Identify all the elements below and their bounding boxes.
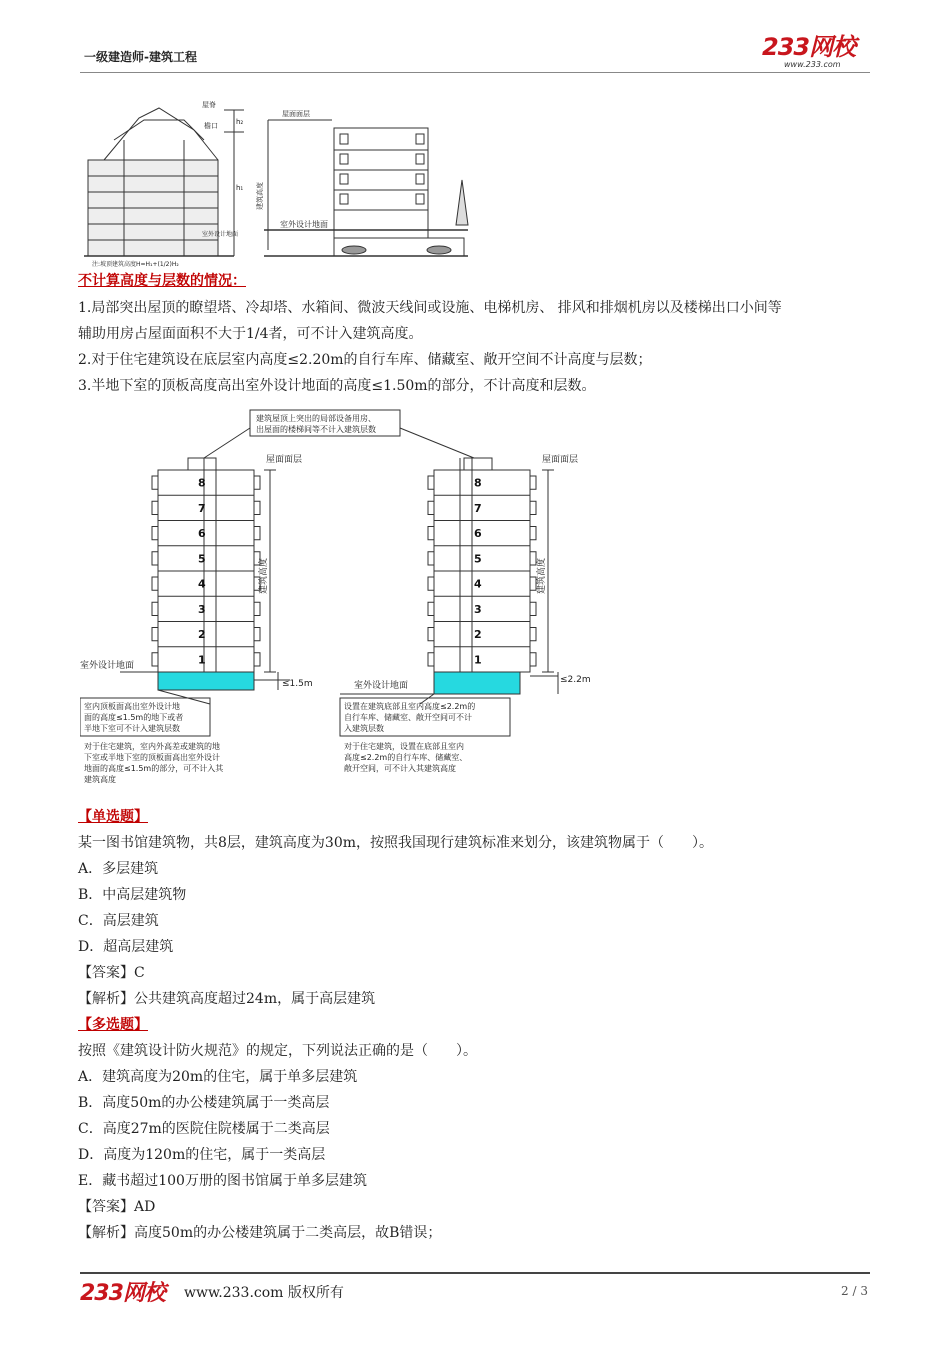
balcony <box>254 476 260 489</box>
note-line: 建筑高度 <box>84 775 116 784</box>
footer-logo[interactable]: 233网校 <box>80 1281 165 1306</box>
floor-number: 3 <box>198 602 206 616</box>
floor-number: 6 <box>198 527 206 541</box>
floor-number: 4 <box>198 577 206 591</box>
label-left-note: 注:坡顶建筑高度H=H₁+(1/2)H₂ <box>92 261 179 268</box>
right-roof-label: 屋面面层 <box>542 455 579 465</box>
q1-option-b: B．中高层建筑物 <box>78 887 187 903</box>
floor-number: 5 <box>198 552 206 566</box>
balcony <box>428 476 434 489</box>
balcony <box>530 501 536 514</box>
logo-text: 233网校 <box>762 33 856 61</box>
header-divider <box>80 72 870 73</box>
note-line: 室内顶板面高出室外设计地 <box>84 702 180 711</box>
balcony <box>254 527 260 540</box>
floor-number: 7 <box>198 501 206 515</box>
right-building <box>340 458 558 704</box>
left-note <box>84 701 183 733</box>
note-line: 入建筑层数 <box>344 724 384 733</box>
balcony <box>254 602 260 615</box>
label-h2: h₂ <box>236 118 244 126</box>
right-ground-label: 室外设计地面 <box>354 681 409 691</box>
q1-answer: 【答案】C <box>78 965 145 981</box>
floor-number: 1 <box>474 653 482 667</box>
floor-number: 8 <box>474 476 482 490</box>
balcony <box>254 653 260 666</box>
left-roof-label: 屋面面层 <box>266 455 303 465</box>
q2-option-d: D．高度为120m的住宅，属于一类高层 <box>78 1147 326 1163</box>
section1-para1b: 辅助用房占屋面面积不大于1/4者，可不计入建筑高度。 <box>78 326 423 342</box>
note-line: 半地下室可不计入建筑层数 <box>84 724 180 733</box>
q1-option-c: C．高层建筑 <box>78 913 159 929</box>
balcony <box>152 602 158 615</box>
balcony <box>428 577 434 590</box>
balcony <box>152 476 158 489</box>
balcony <box>530 653 536 666</box>
note-line: 敞开空间，可不计入其建筑高度 <box>344 764 456 773</box>
q2-option-e: E．藏书超过100万册的图书馆属于单多层建筑 <box>78 1173 367 1189</box>
section1-para2: 2.对于住宅建筑设在底层室内高度≤2.20m的自行车库、储藏室、敞开空间不计高度与层数； <box>78 352 652 368</box>
q1-option-a: A．多层建筑 <box>78 861 159 877</box>
balcony <box>152 501 158 514</box>
note-line: 高度≤2.2m的自行车库、储藏室、 <box>344 753 468 762</box>
header-title: 一级建造师-建筑工程 <box>84 50 197 64</box>
balcony <box>530 527 536 540</box>
balcony <box>428 552 434 565</box>
brand-logo[interactable] <box>762 34 874 74</box>
balcony <box>530 602 536 615</box>
note-line: 地面的高度≤1.5m的部分，可不计入其 <box>84 764 224 773</box>
floor-number: 8 <box>198 476 206 490</box>
left-ground-label: 室外设计地面 <box>80 661 135 671</box>
q2-analysis: 【解析】高度50m的办公楼建筑属于二类高层，故B错误； <box>78 1225 442 1241</box>
section1-para1a: 1.局部突出屋顶的瞭望塔、冷却塔、水箱间、微波天线间或设施、电梯机房、 排风和排烟机房以及楼梯出口小间等 <box>78 300 782 316</box>
building-height-figure <box>84 100 474 268</box>
q1-analysis: 【解析】公共建筑高度超过24m，属于高层建筑 <box>78 991 376 1007</box>
page-number: 2 / 3 <box>841 1284 868 1298</box>
balcony <box>530 628 536 641</box>
note-line: 面的高度≤1.5m的地下或者 <box>84 713 184 722</box>
balcony <box>428 527 434 540</box>
label-roof-level: 屋面面层 <box>282 110 310 118</box>
balcony <box>152 527 158 540</box>
q2-option-a: A．建筑高度为20m的住宅，属于单多层建筑 <box>78 1069 358 1085</box>
floor-number: 3 <box>474 602 482 616</box>
label-eave: 檐口 <box>204 122 218 130</box>
q2-option-b: B．高度50m的办公楼建筑属于一类高层 <box>78 1095 330 1111</box>
label-right-ground: 室外设计地面 <box>280 220 328 229</box>
flat-roof-building <box>264 120 468 256</box>
note-line: 对于住宅建筑，室内外高差或建筑的地 <box>84 742 220 751</box>
note-line: 设置在建筑底部且室内高度≤2.2m的 <box>344 702 476 711</box>
q2-answer: 【答案】AD <box>78 1199 156 1215</box>
balcony <box>428 501 434 514</box>
balcony <box>152 552 158 565</box>
balcony <box>530 476 536 489</box>
balcony <box>428 602 434 615</box>
balcony <box>152 628 158 641</box>
balcony <box>530 552 536 565</box>
label-building-height: 建筑高度 <box>256 182 264 210</box>
q2-stem: 按照《建筑设计防火规范》的规定，下列说法正确的是（ ）。 <box>78 1043 477 1059</box>
right-note-2 <box>344 741 467 774</box>
storey-count-figure <box>80 404 600 804</box>
floor-number: 5 <box>474 552 482 566</box>
floor-number: 2 <box>474 628 482 642</box>
label-h1: h₁ <box>236 184 244 192</box>
top-note-line2: 出屋面的楼梯间等不计入建筑层数 <box>256 425 376 434</box>
left-note-2 <box>84 741 224 784</box>
left-dim-label: ≤1.5m <box>282 679 313 689</box>
label-roof-ridge: 屋脊 <box>202 101 216 109</box>
balcony <box>428 653 434 666</box>
section1-para3: 3.半地下室的顶板高度高出室外设计地面的高度≤1.50m的部分，不计高度和层数。 <box>78 378 596 394</box>
q1-option-d: D．超高层建筑 <box>78 939 174 955</box>
note-line: 下室或半地下室的顶板面高出室外设计 <box>84 753 220 762</box>
footer-divider <box>80 1272 870 1274</box>
q1-stem: 某一图书馆建筑物，共8层，建筑高度为30m，按照我国现行建筑标准来划分，该建筑物属于（ ）。 <box>78 835 713 851</box>
right-note <box>344 701 475 733</box>
q2-tag: 【多选题】 <box>78 1017 148 1033</box>
floor-number: 1 <box>198 653 206 667</box>
footer-copyright[interactable]: www.233.com 版权所有 <box>184 1285 344 1301</box>
label-left-ground: 室外设计地面 <box>202 231 239 238</box>
right-height-label: 建筑高度 <box>537 557 547 594</box>
balcony <box>530 577 536 590</box>
note-line: 自行车库、储藏室、敞开空间可不计 <box>344 713 472 722</box>
balcony <box>152 577 158 590</box>
right-dim-label: ≤2.2m <box>560 675 591 685</box>
floor-number: 2 <box>198 628 206 642</box>
balcony <box>254 501 260 514</box>
section1-title: 不计算高度与层数的情况： <box>78 273 246 289</box>
balcony <box>428 628 434 641</box>
q2-option-c: C．高度27m的医院住院楼属于二类高层 <box>78 1121 330 1137</box>
balcony <box>254 628 260 641</box>
left-height-label: 建筑高度 <box>259 557 269 594</box>
top-note-line1: 建筑屋顶上突出的局部设备用房、 <box>256 414 376 423</box>
floor-number: 7 <box>474 501 482 515</box>
balcony <box>152 653 158 666</box>
note-line: 对于住宅建筑，设置在底部且室内 <box>344 742 464 751</box>
floor-number: 4 <box>474 577 482 591</box>
q1-tag: 【单选题】 <box>78 809 148 825</box>
logo-url: www.233.com <box>784 60 841 69</box>
floor-number: 6 <box>474 527 482 541</box>
